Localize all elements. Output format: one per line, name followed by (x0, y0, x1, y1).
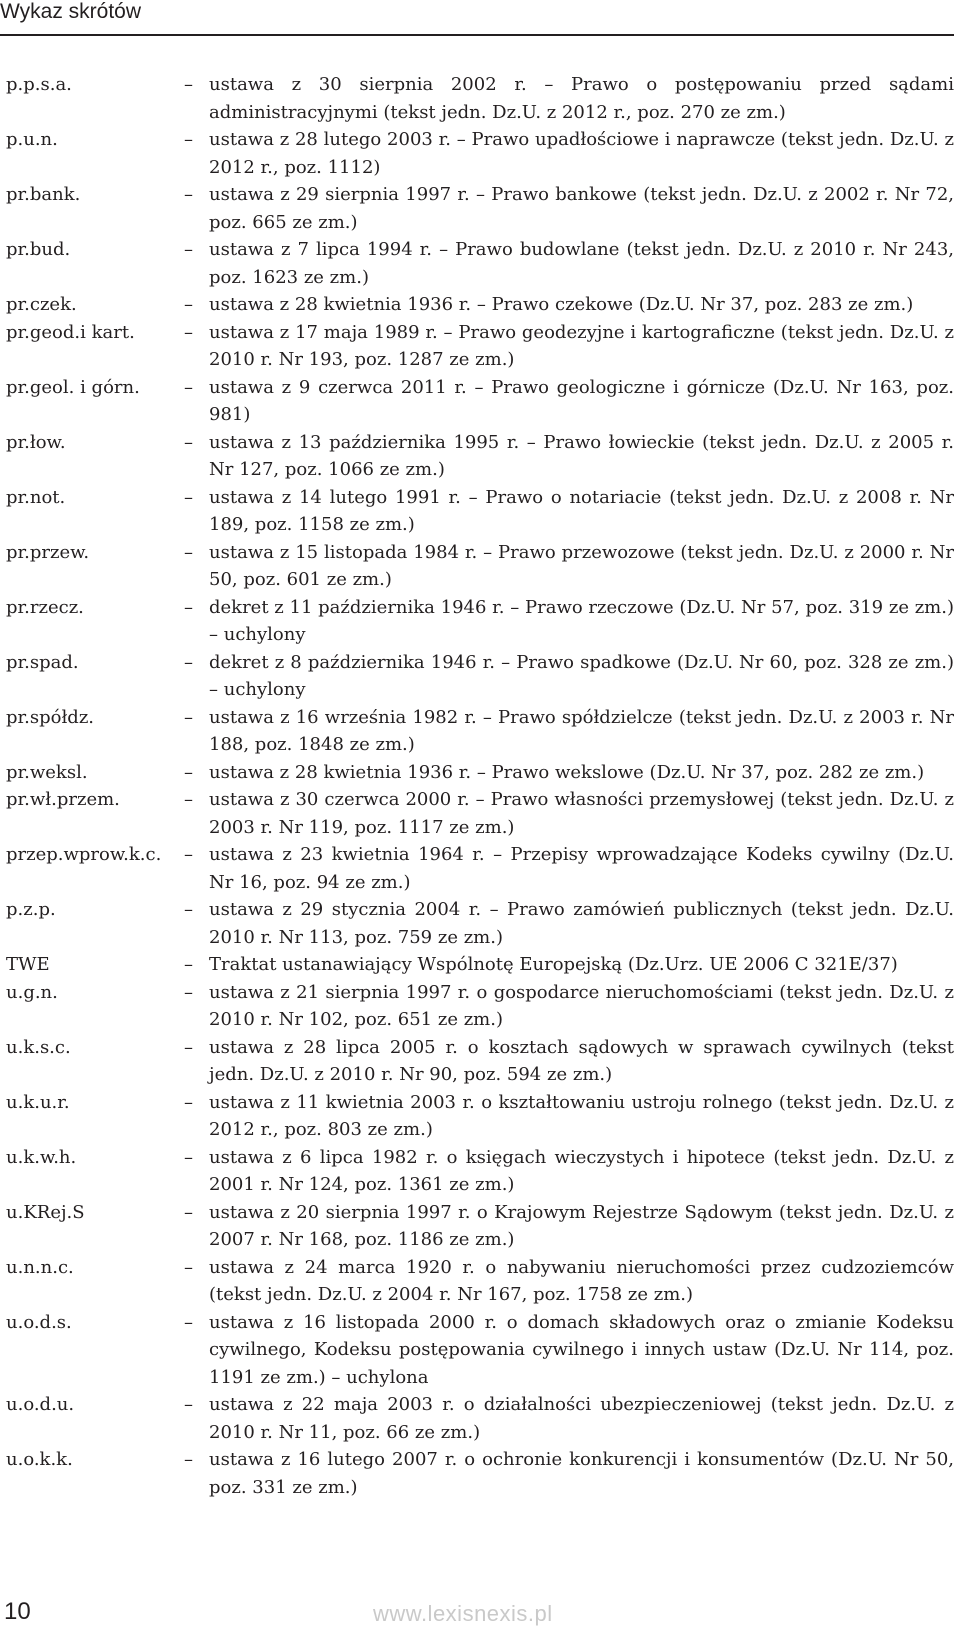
abbreviation-list (6, 71, 954, 1501)
entry-dash: – (184, 239, 193, 260)
entry-dash: – (184, 761, 193, 783)
abbreviation-term: u.g.n. (6, 981, 58, 1003)
abbreviation-description: ustawa z 6 lipca 1982 r. o księgach wieczystych i hipotece (tekst jedn. Dz.U. z 2001 r. Nr 124, poz. 1361 ze zm.) (209, 1146, 954, 1195)
abbreviation-description: ustawa z 28 lipca 2005 r. o kosztach sądowych w sprawach cywilnych (tekst jedn. Dz.U. z 2010 r. Nr 90, poz. 594 ze zm.) (209, 1036, 954, 1085)
abbreviation-description: ustawa z 16 lutego 2007 r. o ochronie konkurencji i konsumentów (Dz.U. Nr 50, poz. 331 ze zm.) (209, 1449, 954, 1498)
abbreviation-entry (6, 759, 954, 787)
entry-dash: – (184, 706, 193, 728)
abbreviation-term: pr.czek. (6, 294, 77, 315)
abbreviation-description: ustawa z 15 listopada 1984 r. – Prawo przewozowe (tekst jedn. Dz.U. z 2000 r. Nr 50, poz. 601 ze zm.) (209, 541, 954, 590)
entry-dash: – (184, 1036, 193, 1058)
entry-dash: – (184, 431, 193, 453)
abbreviation-description: ustawa z 28 kwietnia 1936 r. – Prawo wekslowe (Dz.U. Nr 37, poz. 282 ze zm.) (209, 761, 925, 783)
entry-dash: – (184, 184, 193, 205)
abbreviation-description: ustawa z 21 sierpnia 1997 r. o gospodarce nieruchomościami (tekst jedn. Dz.U. z 2010 r. Nr 102, poz. 651 ze zm.) (209, 981, 954, 1030)
abbreviation-description: Traktat ustanawiający Wspólnotę Europejską (Dz.Urz. UE 2006 C 321E/37) (209, 954, 898, 975)
entry-dash: – (184, 74, 193, 95)
abbreviation-entry (6, 951, 954, 979)
abbreviation-entry (6, 649, 954, 704)
abbreviation-description: ustawa z 22 maja 2003 r. o działalności ubezpieczeniowej (tekst jedn. Dz.U. z 2010 r. Nr 11, poz. 66 ze zm.) (209, 1394, 954, 1443)
entry-dash: – (184, 1146, 193, 1168)
abbreviation-term: p.p.s.a. (6, 74, 72, 95)
entry-dash: – (184, 1201, 193, 1223)
abbreviation-description: dekret z 8 października 1946 r. – Prawo spadkowe (Dz.U. Nr 60, poz. 328 ze zm.) – uchylony (209, 651, 954, 700)
abbreviation-description: ustawa z 13 października 1995 r. – Prawo łowieckie (tekst jedn. Dz.U. z 2005 r. Nr 127, poz. 1066 ze zm.) (209, 431, 954, 480)
abbreviation-entry (6, 979, 954, 1034)
entry-dash: – (184, 376, 193, 398)
abbreviation-term: pr.spad. (6, 651, 79, 673)
abbreviation-description: ustawa z 9 czerwca 2011 r. – Prawo geologiczne i górnicze (Dz.U. Nr 163, poz. 981) (209, 376, 954, 425)
abbreviation-entry (6, 594, 954, 649)
abbreviation-description: ustawa z 28 kwietnia 1936 r. – Prawo czekowe (Dz.U. Nr 37, poz. 283 ze zm.) (209, 294, 914, 315)
abbreviation-description: ustawa z 24 marca 1920 r. o nabywaniu nieruchomości przez cudzoziemców (tekst jedn. Dz.U. z 2004 r. Nr 167, poz. 1758 ze zm.) (209, 1256, 954, 1305)
abbreviation-entry (6, 786, 954, 841)
abbreviation-description: ustawa z 23 kwietnia 1964 r. – Przepisy wprowadzające Kodeks cywilny (Dz.U. Nr 16, poz. 94 ze zm.) (209, 844, 954, 893)
entry-dash: – (184, 1256, 193, 1278)
page-number: 10 (4, 1598, 31, 1625)
entry-dash: – (184, 541, 193, 563)
entry-dash: – (184, 844, 193, 865)
footer-url: www.lexisnexis.pl (373, 1601, 553, 1626)
entry-dash: – (184, 981, 193, 1003)
entry-dash: – (184, 954, 193, 975)
abbreviation-entry (6, 1446, 954, 1501)
entry-dash: – (184, 1449, 193, 1470)
abbreviation-entry (6, 291, 954, 319)
abbreviation-entry (6, 1309, 954, 1392)
abbreviation-term: u.KRej.S (6, 1201, 85, 1223)
abbreviation-term: przep.wprow.k.c. (6, 844, 162, 865)
abbreviation-description: dekret z 11 października 1946 r. – Prawo rzeczowe (Dz.U. Nr 57, poz. 319 ze zm.) – uchylony (209, 596, 954, 645)
abbreviation-description: ustawa z 11 kwietnia 2003 r. o kształtowaniu ustroju rolnego (tekst jedn. Dz.U. z 2012 r., poz. 803 ze zm.) (209, 1091, 954, 1140)
abbreviation-term: u.o.k.k. (6, 1449, 73, 1470)
abbreviation-entry (6, 374, 954, 429)
abbreviation-description: ustawa z 16 września 1982 r. – Prawo spółdzielcze (tekst jedn. Dz.U. z 2003 r. Nr 188, poz. 1848 ze zm.) (209, 706, 954, 755)
entry-dash: – (184, 486, 193, 508)
abbreviation-entry (6, 1391, 954, 1446)
entry-dash: – (184, 596, 193, 618)
abbreviation-entry (6, 841, 954, 896)
abbreviation-entry (6, 484, 954, 539)
abbreviation-term: pr.wł.przem. (6, 789, 120, 810)
abbreviation-entry (6, 319, 954, 374)
abbreviation-term: p.u.n. (6, 129, 58, 150)
abbreviation-entry (6, 704, 954, 759)
page-header (0, 0, 954, 36)
abbreviation-description: ustawa z 20 sierpnia 1997 r. o Krajowym Rejestrze Sądowym (tekst jedn. Dz.U. z 2007 r. Nr 168, poz. 1186 ze zm.) (209, 1201, 954, 1250)
abbreviation-description: ustawa z 28 lutego 2003 r. – Prawo upadłościowe i naprawcze (tekst jedn. Dz.U. z 2012 r., poz. 1112) (209, 129, 954, 178)
abbreviation-entry (6, 181, 954, 236)
abbreviation-term: u.n.n.c. (6, 1256, 74, 1278)
abbreviation-term: u.k.u.r. (6, 1091, 70, 1113)
abbreviation-description: ustawa z 7 lipca 1994 r. – Prawo budowlane (tekst jedn. Dz.U. z 2010 r. Nr 243, poz. 1623 ze zm.) (209, 239, 954, 288)
entry-dash: – (184, 1091, 193, 1113)
abbreviation-term: TWE (6, 954, 50, 975)
entry-dash: – (184, 1394, 193, 1415)
abbreviation-entry (6, 1254, 954, 1309)
abbreviation-entry (6, 126, 954, 181)
abbreviation-term: pr.geol. i górn. (6, 376, 140, 398)
abbreviation-term: u.k.s.c. (6, 1036, 71, 1058)
entry-dash: – (184, 1311, 193, 1333)
abbreviation-description: ustawa z 29 stycznia 2004 r. – Prawo zamówień publicznych (tekst jedn. Dz.U. 2010 r. Nr 113, poz. 759 ze zm.) (209, 899, 954, 948)
abbreviation-term: pr.spółdz. (6, 706, 95, 728)
abbreviation-description: ustawa z 17 maja 1989 r. – Prawo geodezyjne i kartograficzne (tekst jedn. Dz.U. z 2010 r. Nr 193, poz. 1287 ze zm.) (209, 321, 954, 370)
abbreviation-term: pr.bud. (6, 239, 71, 260)
abbreviation-term: u.o.d.u. (6, 1394, 75, 1415)
entry-dash: – (184, 789, 193, 810)
abbreviation-description: ustawa z 29 sierpnia 1997 r. – Prawo bankowe (tekst jedn. Dz.U. z 2002 r. Nr 72, poz. 665 ze zm.) (209, 184, 954, 233)
abbreviation-entry (6, 1199, 954, 1254)
entry-dash: – (184, 129, 193, 150)
abbreviation-entry (6, 1089, 954, 1144)
abbreviation-entry (6, 236, 954, 291)
abbreviation-term: u.o.d.s. (6, 1311, 72, 1333)
abbreviation-description: ustawa z 30 sierpnia 2002 r. – Prawo o postępowaniu przed sądami administracyjnymi (tekst jedn. Dz.U. z 2012 r., poz. 270 ze zm.) (209, 74, 954, 123)
abbreviation-entry (6, 429, 954, 484)
abbreviation-term: pr.rzecz. (6, 596, 84, 618)
abbreviation-entry (6, 1144, 954, 1199)
abbreviation-description: ustawa z 16 listopada 2000 r. o domach składowych oraz o zmianie Kodeksu cywilnego, Kodeksu postępowania cywilnego i innych ustaw (Dz.U. Nr 114, poz. 1191 ze zm.) – uchylona (209, 1311, 954, 1388)
abbreviation-entry (6, 539, 954, 594)
abbreviation-entry (6, 896, 954, 951)
entry-dash: – (184, 651, 193, 673)
abbreviation-term: pr.geod.i kart. (6, 321, 135, 343)
abbreviation-term: pr.łow. (6, 431, 66, 453)
entry-dash: – (184, 899, 193, 920)
abbreviation-entry (6, 71, 954, 126)
abbreviation-description: ustawa z 30 czerwca 2000 r. – Prawo własności przemysłowej (tekst jedn. Dz.U. z 2003 r. Nr 119, poz. 1117 ze zm.) (209, 789, 954, 838)
abbreviation-term: pr.bank. (6, 184, 81, 205)
entry-dash: – (184, 321, 193, 343)
abbreviation-entry (6, 1034, 954, 1089)
entry-dash: – (184, 294, 193, 315)
abbreviation-term: u.k.w.h. (6, 1146, 77, 1168)
abbreviation-description: ustawa z 14 lutego 1991 r. – Prawo o notariacie (tekst jedn. Dz.U. z 2008 r. Nr 189, poz. 1158 ze zm.) (209, 486, 954, 535)
page-title: Wykaz skrótów (0, 0, 142, 23)
abbreviation-term: pr.przew. (6, 541, 90, 563)
abbreviation-term: pr.weksl. (6, 761, 88, 783)
abbreviation-term: pr.not. (6, 486, 66, 508)
abbreviation-term: p.z.p. (6, 899, 56, 920)
